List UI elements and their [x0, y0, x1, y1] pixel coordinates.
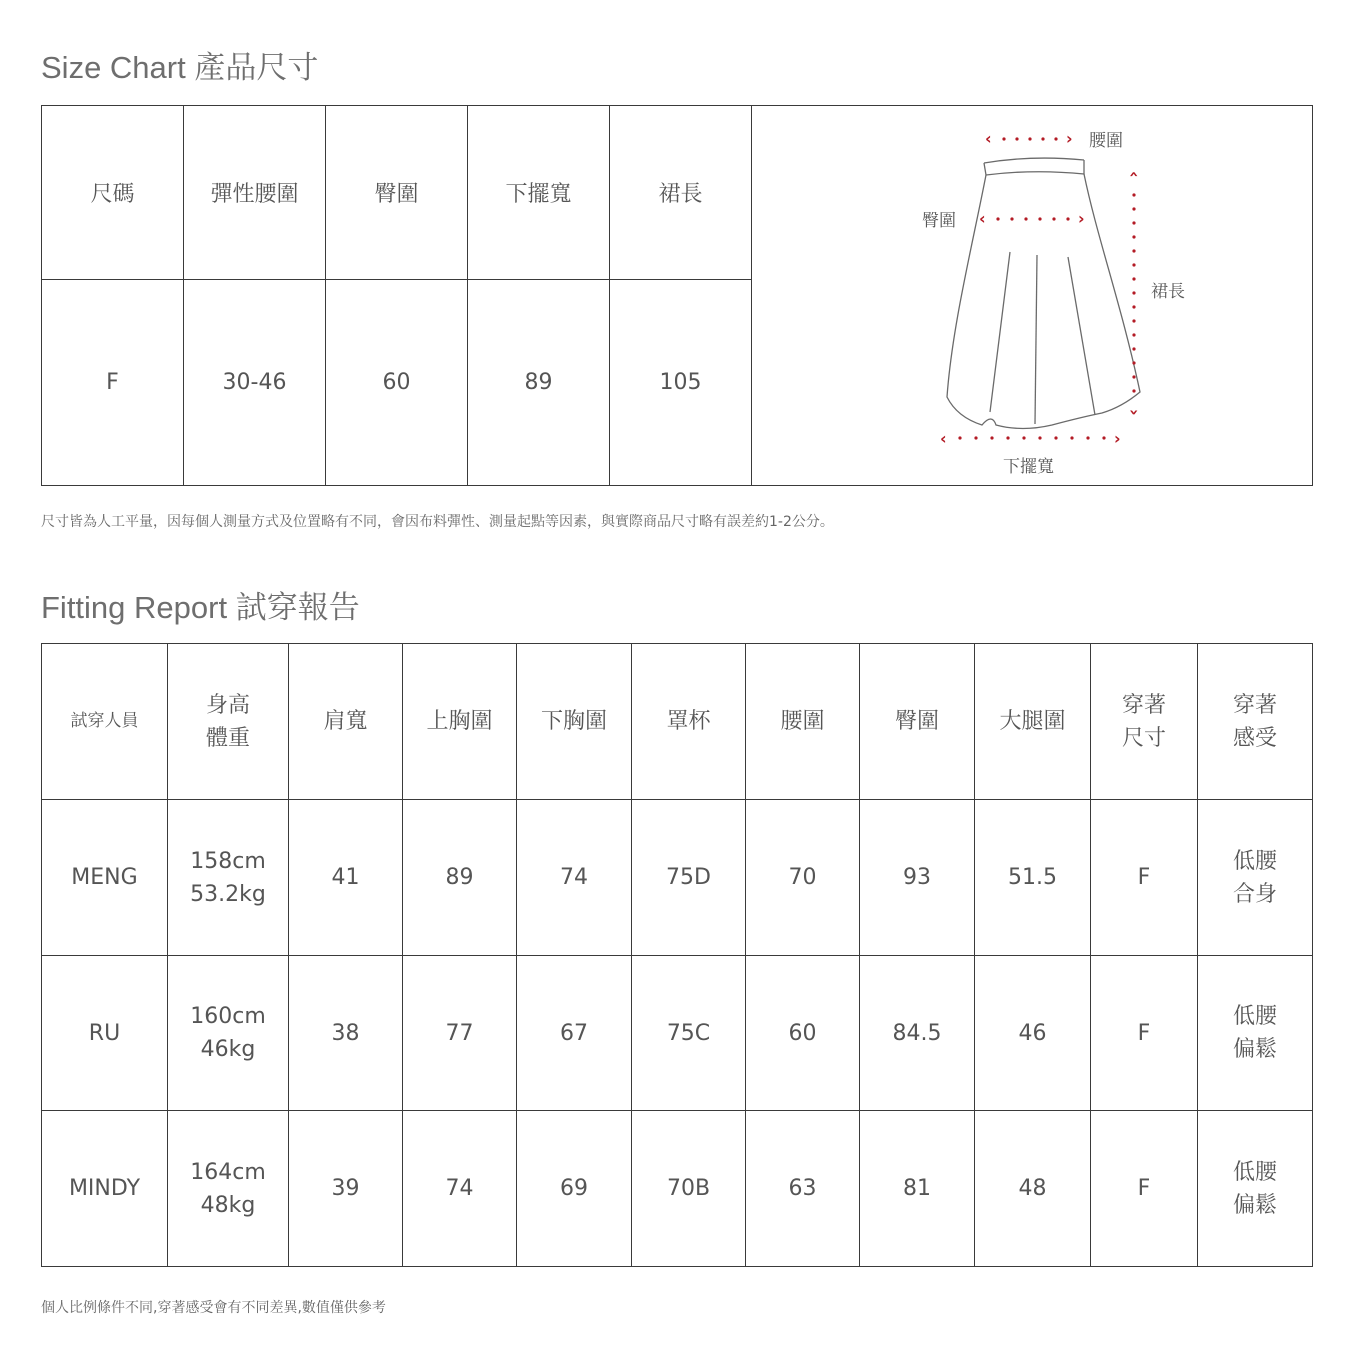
fitting-header-cell: 試穿人員 [42, 644, 168, 800]
hip-arrow-left-icon: ‹ [979, 208, 986, 228]
size-cell: 30-46 [184, 280, 326, 486]
fitter-feel: 低腰 合身 [1198, 800, 1313, 956]
fitter-name: MINDY [42, 1111, 168, 1267]
waist-arrow-right-icon: › [1066, 128, 1073, 148]
skirt-fold [1068, 257, 1095, 415]
fitter-cup: 75C [632, 956, 746, 1111]
fitting-header-cell: 穿著 感受 [1198, 644, 1313, 800]
fitter-height-weight: 164cm 48kg [168, 1111, 289, 1267]
fitter-lower-chest: 69 [517, 1111, 632, 1267]
fitting-header-row [42, 644, 1313, 800]
skirt-diagram-cell [752, 106, 1313, 486]
fitter-hip: 93 [860, 800, 975, 956]
fitter-size: F [1091, 800, 1198, 956]
fitter-waist: 60 [746, 956, 860, 1111]
length-arrow-down-icon: › [1125, 408, 1144, 416]
fitting-header-cell: 臀圍 [860, 644, 975, 800]
fitting-report-title: Fitting Report 試穿報告 [41, 590, 360, 625]
fitting-header-cell: 下胸圍 [517, 644, 632, 800]
size-cell: 105 [610, 280, 752, 486]
fitter-feel: 低腰 偏鬆 [1198, 956, 1313, 1111]
fitting-header-cell: 身高 體重 [168, 644, 289, 800]
fitter-lower-chest: 74 [517, 800, 632, 956]
skirt-diagram [752, 107, 1310, 485]
fitting-report-note: 個人比例條件不同,穿著感受會有不同差異,數值僅供參考 [41, 1300, 386, 1316]
fitter-height-weight: 158cm 53.2kg [168, 800, 289, 956]
size-cell: 89 [468, 280, 610, 486]
skirt-waistband-top [984, 158, 1084, 163]
skirt-waistband [984, 160, 1084, 175]
size-cell: F [42, 280, 184, 486]
size-chart-title: Size Chart 產品尺寸 [41, 50, 319, 85]
fitting-row [42, 800, 1313, 956]
skirt-outline [947, 174, 1140, 429]
size-header-cell: 尺碼 [42, 106, 184, 280]
diagram-label-hip: 臀圍 [922, 210, 956, 231]
fitting-header-cell: 大腿圍 [975, 644, 1091, 800]
fitter-waist: 63 [746, 1111, 860, 1267]
fitter-hip: 81 [860, 1111, 975, 1267]
fitter-name: RU [42, 956, 168, 1111]
hem-arrow-right-icon: › [1114, 428, 1121, 448]
fitter-thigh: 48 [975, 1111, 1091, 1267]
fitter-height-weight: 160cm 46kg [168, 956, 289, 1111]
fitting-header-cell: 穿著 尺寸 [1091, 644, 1198, 800]
fitter-thigh: 46 [975, 956, 1091, 1111]
fitting-report-table [41, 643, 1313, 1267]
size-table-header-row [42, 106, 1313, 280]
size-chart-table [41, 105, 1313, 486]
diagram-label-waist: 腰圍 [1089, 130, 1123, 151]
fitter-feel: 低腰 偏鬆 [1198, 1111, 1313, 1267]
length-arrow-up-icon: ‹ [1125, 170, 1144, 178]
diagram-label-length: 裙長 [1151, 281, 1185, 302]
size-cell: 60 [326, 280, 468, 486]
size-header-cell: 臀圍 [326, 106, 468, 280]
fitter-size: F [1091, 956, 1198, 1111]
fitter-shoulder: 39 [289, 1111, 403, 1267]
size-header-cell: 彈性腰圍 [184, 106, 326, 280]
fitter-upper-chest: 77 [403, 956, 517, 1111]
fitting-header-cell: 肩寬 [289, 644, 403, 800]
fitter-hip: 84.5 [860, 956, 975, 1111]
waist-arrow-left-icon: ‹ [985, 128, 992, 148]
fitter-shoulder: 41 [289, 800, 403, 956]
fitter-upper-chest: 89 [403, 800, 517, 956]
fitter-waist: 70 [746, 800, 860, 956]
size-chart-note: 尺寸皆為人工平量，因每個人測量方式及位置略有不同，會因布料彈性、測量起點等因素，與實際商品尺寸略有誤差約1-2公分。 [41, 514, 834, 530]
fitter-name: MENG [42, 800, 168, 956]
fitter-upper-chest: 74 [403, 1111, 517, 1267]
size-header-cell: 下擺寬 [468, 106, 610, 280]
fitting-row [42, 956, 1313, 1111]
hip-arrow-right-icon: › [1078, 208, 1085, 228]
fitting-header-cell: 罩杯 [632, 644, 746, 800]
fitter-thigh: 51.5 [975, 800, 1091, 956]
skirt-fold [990, 252, 1010, 412]
fitter-lower-chest: 67 [517, 956, 632, 1111]
fitting-row [42, 1111, 1313, 1267]
skirt-fold [1035, 255, 1037, 424]
fitter-cup: 70B [632, 1111, 746, 1267]
fitter-size: F [1091, 1111, 1198, 1267]
fitter-cup: 75D [632, 800, 746, 956]
size-header-cell: 裙長 [610, 106, 752, 280]
hem-arrow-left-icon: ‹ [940, 428, 947, 448]
diagram-label-hem: 下擺寬 [1003, 456, 1054, 477]
fitter-shoulder: 38 [289, 956, 403, 1111]
fitting-header-cell: 腰圍 [746, 644, 860, 800]
fitting-header-cell: 上胸圍 [403, 644, 517, 800]
